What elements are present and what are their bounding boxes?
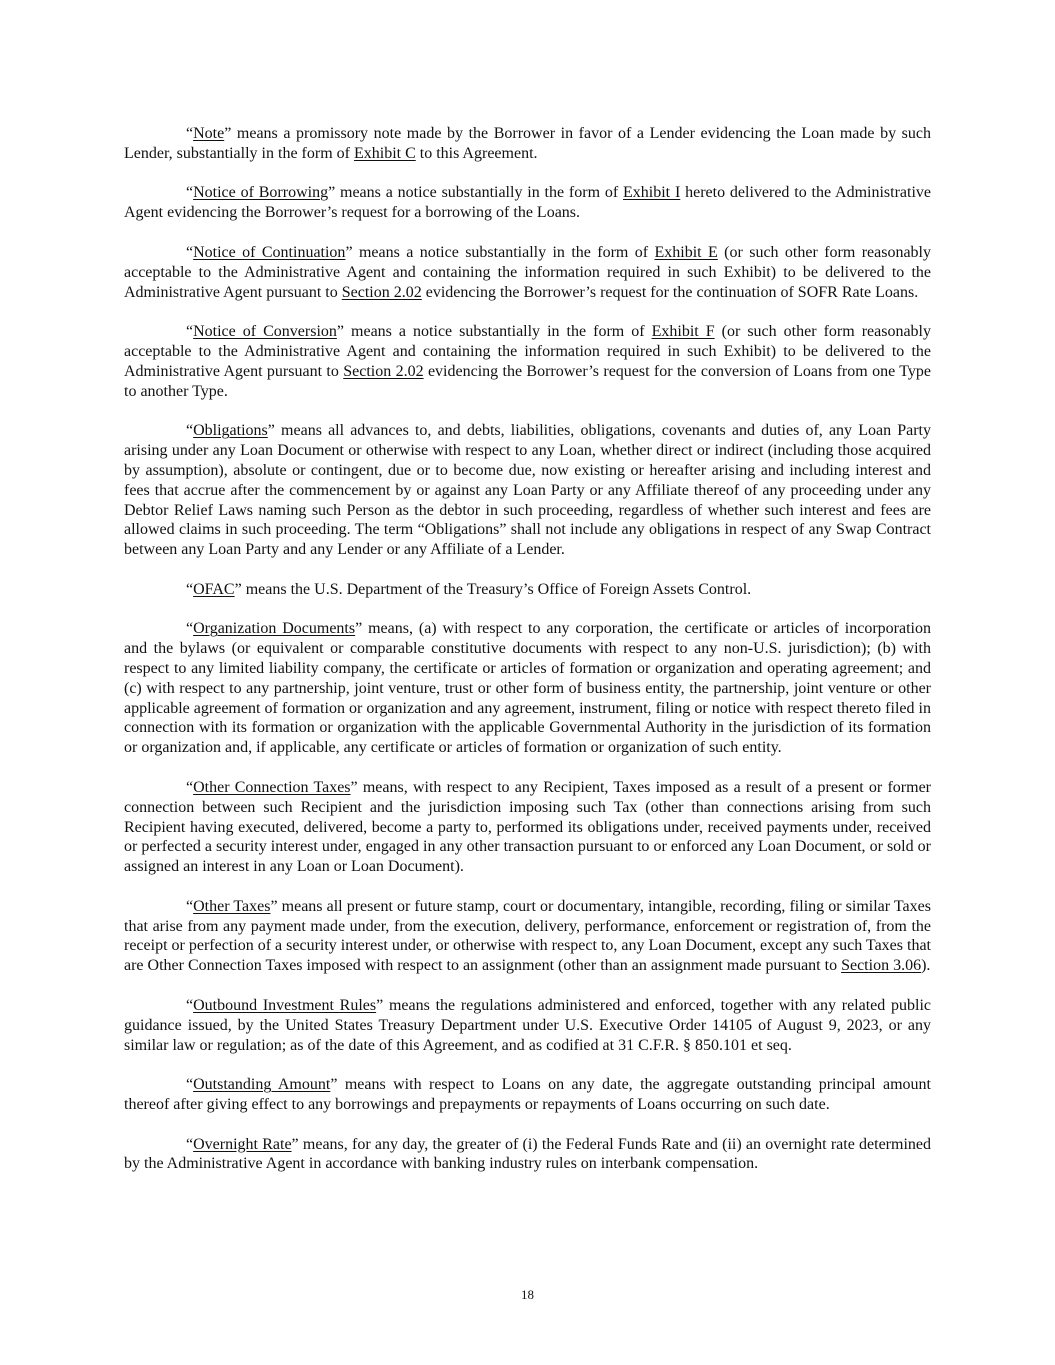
definition-text: means a promissory note made by the Borrower in favor of a Lender evidencing the Loan made by such Lender, substantially in the form of	[124, 125, 931, 162]
close-quote: ”	[267, 422, 275, 440]
definition-text: means a notice substantially in the form of	[335, 184, 624, 202]
close-quote: ”	[224, 125, 232, 142]
definition-text: means all advances to, and debts, liabilities, obligations, covenants and duties of, any Loan Party arising under any Loan Document or otherwise with respect to any Loan, whether direct or indirect (including those acquired by assumption), absolute or contingent, due or to become due, now existing or hereafter arising and including interest and fees that accrue after the commencement by or against any Loan Party or any Affiliate thereof of any proceeding under any Debtor Relief Laws naming such Person as the debtor in such proceeding, regardless of whether such interest and fees are allowed claims in such proceeding. The term “Obligations” shall not include any obligations in respect of any Swap Contract between any Loan Party and any Lender or any Affiliate of a Lender.	[124, 422, 931, 559]
defined-term: Overnight Rate	[193, 1135, 292, 1153]
definition-text: means all present or future stamp, court or documentary, intangible, recording, filing or similar Taxes that arise from any payment made under, from the execution, delivery, performance, enforcement or registration of, from the receipt or perfection of a security interest under, or otherwise with respect to, any Loan Document, except any such Taxes that are Other Connection Taxes imposed with respect to an assignment (other than an assignment made pursuant to	[124, 897, 931, 975]
defined-term: Obligations	[193, 422, 268, 440]
defined-term: Other Connection Taxes	[193, 778, 351, 796]
open-quote: “	[186, 778, 194, 796]
open-quote: “	[186, 897, 194, 915]
definition-text: evidencing the Borrower’s request for the conversion of Loans from one Type to another Type.	[124, 362, 931, 400]
definition-paragraph	[124, 1135, 931, 1175]
definition-paragraph	[124, 619, 931, 758]
close-quote: ”	[350, 778, 358, 796]
open-quote: “	[186, 243, 194, 261]
close-quote: ”	[330, 1076, 338, 1094]
definition-paragraph	[124, 322, 931, 401]
open-quote: “	[186, 1135, 194, 1153]
definition-text: hereto delivered to the Administrative Agent evidencing the Borrower’s request for a borrowing of the Loans.	[124, 184, 932, 222]
page-number: 18	[521, 1287, 534, 1302]
definition-text: means the regulations administered and enforced, together with any related public guidance issued, by the United States Treasury Department under U.S. Executive Order 14105 of August 9, 2023, or any similar law or regulation; as of the date of this Agreement, and as codified at 31 C.F.R. § 850.101 et seq.	[124, 996, 932, 1054]
open-quote: “	[186, 580, 194, 598]
open-quote: “	[186, 184, 194, 202]
definition-paragraph	[124, 183, 931, 223]
close-quote: ”	[355, 620, 363, 638]
definition-text: ).	[921, 957, 931, 975]
definition-paragraph	[124, 243, 931, 302]
defined-term: Outbound Investment Rules	[193, 996, 377, 1014]
definition-text: means, (a) with respect to any corporation, the certificate or articles of incorporation and the bylaws (or equivalent or comparable constitutive documents with respect to any non-U.S. jurisdiction); (b) with respect to any limited liability company, the certificate or articles of formation or organization and operating agreement; and (c) with respect to any partnership, joint venture, trust or other form of business entity, the partnership, joint venture or other applicable agreement of formation or organization and any agreement, instrument, filing or notice with respect thereto filed in connection with its formation or organization with the applicable Governmental Authority in the jurisdiction of its formation or organization and, if applicable, any certificate or articles of formation or organization of such entity.	[124, 620, 932, 757]
definition-paragraph	[124, 778, 931, 877]
document-body	[124, 124, 931, 1194]
cross-reference: Exhibit I	[623, 184, 681, 202]
definition-paragraph	[124, 124, 931, 164]
close-quote: ”	[234, 580, 242, 598]
close-quote: ”	[328, 184, 336, 202]
definition-text: (or such other form reasonably acceptable to the Administrative Agent and containing the information required in such Exhibit) to be delivered to the Administrative Agent pursuant to	[124, 243, 932, 301]
definition-text: evidencing the Borrower’s request for the continuation of SOFR Rate Loans.	[421, 283, 919, 301]
defined-term: OFAC	[193, 580, 235, 598]
open-quote: “	[186, 323, 194, 341]
open-quote: “	[186, 422, 194, 440]
close-quote: ”	[376, 996, 384, 1014]
cross-reference: Exhibit E	[654, 243, 718, 261]
defined-term: Notice of Borrowing	[193, 184, 329, 202]
defined-term: Note	[193, 125, 225, 142]
definition-paragraph	[124, 580, 931, 600]
close-quote: ”	[270, 897, 278, 915]
defined-term: Organization Documents	[193, 620, 356, 638]
open-quote: “	[186, 1076, 194, 1094]
definition-text: to this Agreement.	[415, 144, 538, 162]
defined-term: Notice of Continuation	[193, 243, 346, 261]
cross-reference: Exhibit F	[651, 323, 715, 341]
definition-text: means a notice substantially in the form of	[344, 323, 652, 341]
close-quote: ”	[336, 323, 345, 341]
definition-text: means, with respect to any Recipient, Taxes imposed as a result of a present or former connection between such Recipient and the jurisdiction imposing such Tax (other than connections arising from such Recipient having executed, delivered, become a party to, performed its obligations under, received payments under, received or perfected a security interest under, engaged in any other transaction pursuant to or enforced any Loan Document, or sold or assigned an interest in any Loan or Loan Document).	[124, 778, 931, 876]
open-quote: “	[186, 125, 194, 142]
definition-paragraph	[124, 421, 931, 560]
defined-term: Other Taxes	[193, 897, 271, 915]
cross-reference: Section 3.06	[841, 957, 922, 975]
definition-paragraph	[124, 897, 931, 976]
close-quote: ”	[291, 1135, 299, 1153]
definition-text: (or such other form reasonably acceptable to the Administrative Agent and containing the information required in such Exhibit) to be delivered to the Administrative Agent pursuant to	[124, 323, 932, 380]
definition-text: means with respect to Loans on any date, the aggregate outstanding principal amount thereof after giving effect to any borrowings and prepayments or repayments of Loans occurring on such date.	[124, 1076, 932, 1113]
cross-reference: Section 2.02	[341, 283, 422, 301]
cross-reference: Exhibit C	[353, 144, 416, 162]
definition-text: means the U.S. Department of the Treasury’s Office of Foreign Assets Control.	[241, 580, 752, 598]
definition-paragraph	[124, 1075, 931, 1115]
open-quote: “	[186, 996, 194, 1014]
defined-term: Notice of Conversion	[193, 323, 337, 341]
defined-term: Outstanding Amount	[193, 1076, 331, 1094]
open-quote: “	[186, 620, 194, 638]
close-quote: ”	[345, 243, 353, 261]
cross-reference: Section 2.02	[343, 362, 424, 380]
definition-paragraph	[124, 996, 931, 1055]
definition-text: means, for any day, the greater of (i) the Federal Funds Rate and (ii) an overnight rate determined by the Administrative Agent in accordance with banking industry rules on interbank compensation.	[124, 1135, 931, 1173]
definition-text: means a notice substantially in the form of	[352, 243, 655, 261]
